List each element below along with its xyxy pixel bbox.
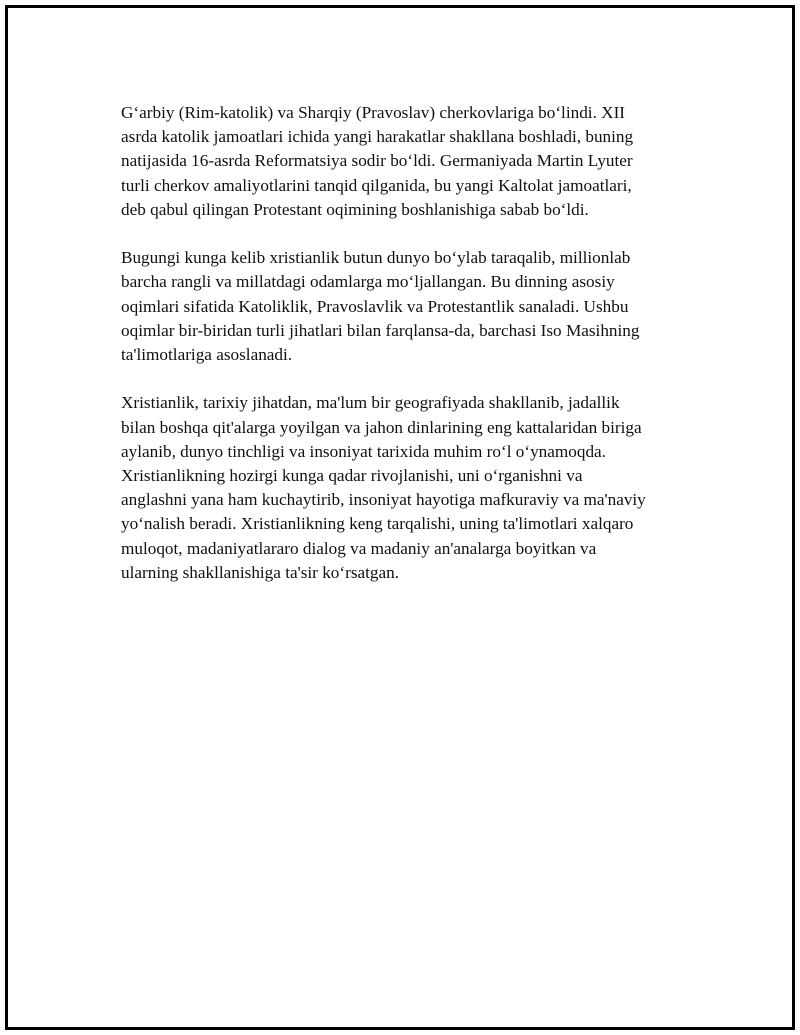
paragraph-3: Xristianlik, tarixiy jihatdan, ma'lum bir geografiyada shakllanib, jadallik bilan boshqa qit'alarga yoyilgan va jahon dinlarining eng kattalaridan biriga aylanib, dunyo tinchligi va insoniyat tarixida muhim ro‘l o‘ynamoqda. Xristianlikning hozirgi kunga qadar rivojlanishi, uni o‘rganishni va anglashni yana ham kuchaytirib, insoniyat hayotiga mafkuraviy va ma'naviy yo‘nalish beradi. Xristianlikning keng tarqalishi, uning ta'limotlari xalqaro muloqot, madaniyatlararo dialog va madaniy an'analarga boyitkan va ularning shakllanishiga ta'sir ko‘rsatgan. — [121, 393, 646, 582]
page-frame — [5, 5, 795, 1030]
paragraph-2: Bugungi kunga kelib xristianlik butun dunyo bo‘ylab taraqalib, millionlab barcha rangli va millatdagi odamlarga mo‘ljallangan. Bu dinning asosiy oqimlari sifatida Katoliklik, Pravoslavlik va Protestantlik sanaladi. Ushbu oqimlar bir-biridan turli jihatlari bilan farqlansa-da, barchasi Iso Masihning ta'limotlariga asoslanadi. — [121, 248, 640, 365]
document-body — [121, 101, 711, 609]
paragraph-1: G‘arbiy (Rim-katolik) va Sharqiy (Pravoslav) cherkovlariga bo‘lindi. XII asrda katolik jamoatlari ichida yangi harakatlar shakllana boshladi, buning natijasida 16-asrda Reformatsiya sodir bo‘ldi. Germaniyada Martin Lyuter turli cherkov amaliyotlarini tanqid qilganida, bu yangi Kaltolat jamoatlari, deb qabul qilingan Protestant oqimining boshlanishiga sabab bo‘ldi. — [121, 103, 634, 219]
